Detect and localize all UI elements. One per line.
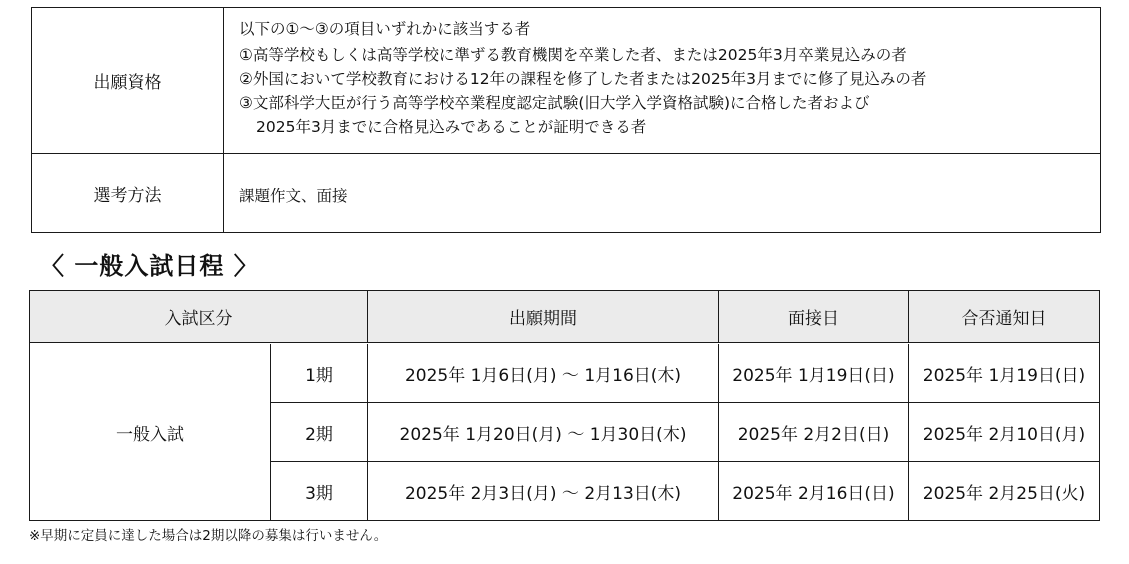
footnote: ※早期に定員に達した場合は2期以降の募集は行いません。 [29, 528, 388, 544]
interview-cell: 2025年 1月19日(日) [718, 344, 908, 402]
term-cell: 3期 [270, 461, 367, 520]
qualification-table [31, 7, 1101, 233]
interview-cell: 2025年 2月2日(日) [718, 402, 908, 461]
category-general-exam: 一般入試 [116, 424, 184, 445]
period-cell: 2025年 1月20日(月) 〜 1月30日(木) [367, 402, 718, 461]
result-cell: 2025年 2月10日(月) [908, 402, 1099, 461]
schedule-table [29, 290, 1100, 521]
qualification-intro: 以下の①～③の項目いずれかに該当する者 [239, 20, 531, 38]
header-interview-date: 面接日 [718, 291, 908, 343]
selection-value: 課題作文、面接 [239, 187, 348, 205]
qualification-row [32, 8, 1100, 154]
result-cell: 2025年 1月19日(日) [908, 344, 1099, 402]
header-category: 入試区分 [30, 291, 367, 343]
selection-label: 選考方法 [32, 154, 224, 232]
qualification-item-2: ②外国において学校教育における12年の課程を修了した者または2025年3月までに修了見込みの者 [239, 70, 927, 88]
section-title: 〈 一般入試日程 〉 [40, 252, 259, 280]
result-cell: 2025年 2月25日(火) [908, 461, 1099, 520]
selection-row [32, 154, 1100, 232]
header-application-period: 出願期間 [367, 291, 718, 343]
qualification-item-3: ③文部科学大臣が行う高等学校卒業程度認定試験(旧大学入学資格試験)に合格した者および [239, 94, 870, 112]
term-cell: 1期 [270, 344, 367, 402]
qualification-content [239, 17, 1092, 139]
interview-cell: 2025年 2月16日(日) [718, 461, 908, 520]
period-cell: 2025年 2月3日(月) 〜 2月13日(木) [367, 461, 718, 520]
period-cell: 2025年 1月6日(月) 〜 1月16日(木) [367, 344, 718, 402]
qualification-item-3-continued: 2025年3月までに合格見込みであることが証明できる者 [256, 118, 647, 136]
qualification-label: 出願資格 [32, 8, 224, 153]
header-result-date: 合否通知日 [908, 291, 1099, 343]
term-cell: 2期 [270, 402, 367, 461]
qualification-item-1: ①高等学校もしくは高等学校に準ずる教育機関を卒業した者、または2025年3月卒業見込みの者 [239, 46, 907, 64]
